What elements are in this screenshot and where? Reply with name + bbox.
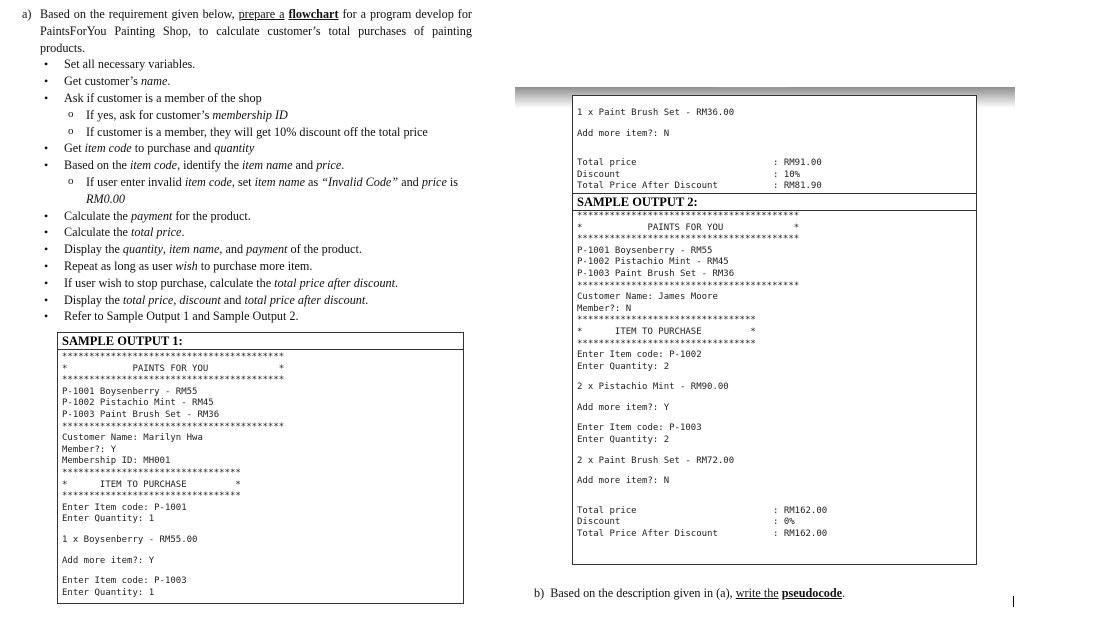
list-item: • Ask if customer is a member of the shop bbox=[22, 90, 472, 107]
sample-output-1-continued: 1 x Paint Brush Set - RM36.00 Add more item?: N Total price : RM91.00 Discount : 10% Total Price After Discount : RM81.90 bbox=[577, 108, 822, 192]
sample-output-2-console: ***************************************** * PAINTS FOR YOU * ***************************************** P-1001 Boysenberry - RM55 P-1002 Pistachio Mint - RM45 P-1003 Paint Brush Set - RM36 ***************************************** Customer Name: James Moore Member?: N ********************************* * ITEM TO PURCHASE * ********************************* Enter Item code: P-1002 Enter Quantity: 2 2 x Pistachio Mint - RM90.00 Add more item?: Y Enter Item code: P-1003 Enter Quantity: 2 2 x Paint Brush Set - RM72.00 Add more item?: N Total price : RM162.00 Discount : 0% Total Price After Discount : RM162.00 bbox=[577, 210, 828, 540]
list-item: • Based on the item code, identify the item name and price. bbox=[22, 157, 472, 174]
sample-output-2-title: SAMPLE OUTPUT 2: bbox=[573, 193, 976, 211]
question-a-label: a) bbox=[22, 7, 32, 21]
text-cursor bbox=[1013, 596, 1014, 607]
list-item: • Get customer’s name. bbox=[22, 73, 472, 90]
list-item: • Display the total price, discount and total price after discount. bbox=[22, 292, 472, 309]
sub-list-item: o If yes, ask for customer’s membership ID bbox=[22, 107, 472, 124]
question-b: b) Based on the description given in (a), write the pseudocode. bbox=[534, 586, 846, 600]
divider bbox=[715, 87, 787, 88]
question-a bbox=[22, 6, 472, 325]
list-item: • Set all necessary variables. bbox=[22, 56, 472, 73]
sample-output-1 bbox=[57, 332, 464, 604]
question-a-heading bbox=[22, 6, 472, 56]
question-a-intro: Based on the requirement given below, prepare a flowchart for a program develop for PaintsForYou Painting Shop, to calculate customer’s total purchases of painting products. bbox=[40, 7, 472, 55]
list-item: • Calculate the payment for the product. bbox=[22, 208, 472, 225]
sub-list-item: o If customer is a member, they will get 10% discount off the total price bbox=[22, 124, 472, 141]
sub-list-item: o If user enter invalid item code, set item name as “Invalid Code” and price is RM0.00 bbox=[22, 174, 472, 208]
list-item: • Refer to Sample Output 1 and Sample Output 2. bbox=[22, 308, 472, 325]
list-item: • If user wish to stop purchase, calculate the total price after discount. bbox=[22, 275, 472, 292]
sample-output-1-console: ***************************************** * PAINTS FOR YOU * ***************************************** P-1001 Boysenberry - RM55 P-1002 Pistachio Mint - RM45 P-1003 Paint Brush Set - RM36 ***************************************** Customer Name: Marilyn Hwa Member?: Y Membership ID: MH001 ********************************* * ITEM TO PURCHASE * ********************************* Enter Item code: P-1001 Enter Quantity: 1 1 x Boysenberry - RM55.00 Add more item?: Y Enter Item code: P-1003 Enter Quantity: 1 bbox=[62, 352, 285, 598]
sample-output-1-title: SAMPLE OUTPUT 1: bbox=[58, 333, 463, 350]
requirements-list bbox=[22, 56, 472, 325]
sample-output-panel bbox=[572, 95, 977, 565]
list-item: • Repeat as long as user wish to purchase more item. bbox=[22, 258, 472, 275]
list-item: • Get item code to purchase and quantity bbox=[22, 140, 472, 157]
list-item: • Display the quantity, item name, and payment of the product. bbox=[22, 241, 472, 258]
list-item: • Calculate the total price. bbox=[22, 224, 472, 241]
